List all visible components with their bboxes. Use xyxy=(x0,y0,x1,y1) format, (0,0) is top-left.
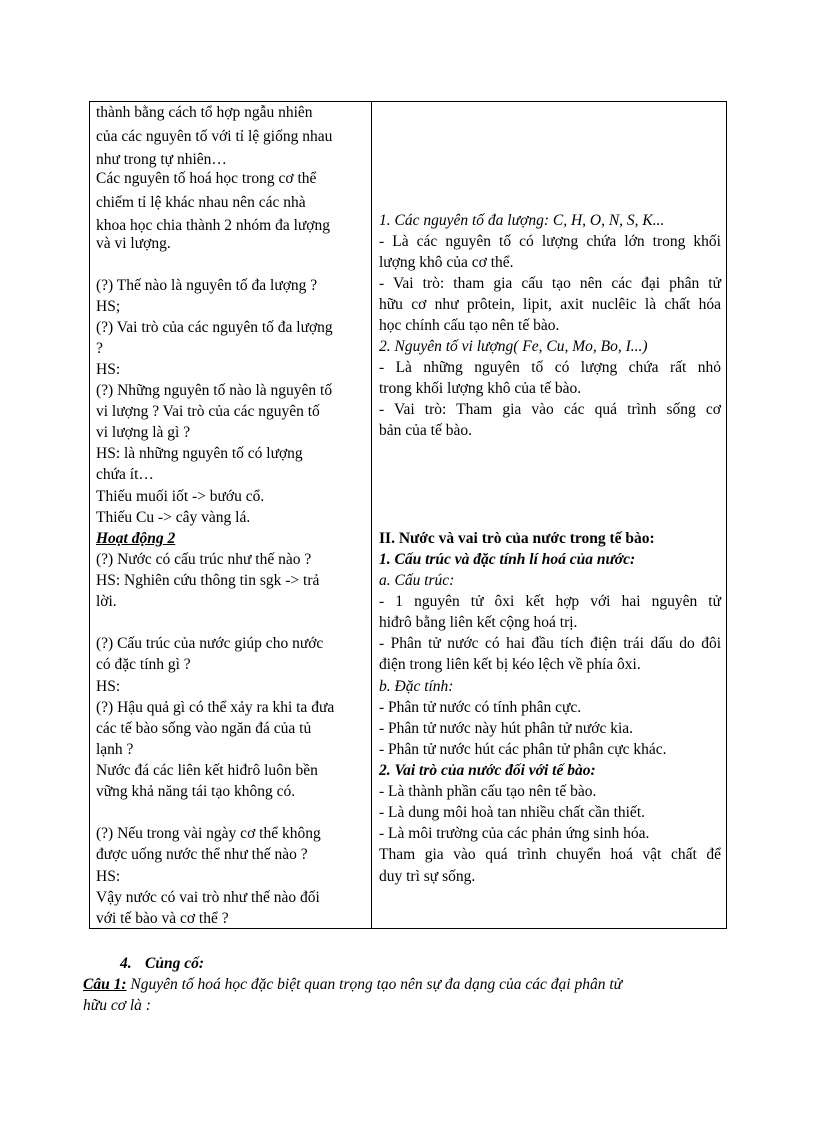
section-ii-heading: II. Nước và vai trò của nước trong tế bào: xyxy=(379,530,655,547)
structure-heading: 1. Cấu trúc và đặc tính lí hoá của nước: xyxy=(379,551,636,568)
role-heading: 2. Vai trò của nước đối với tế bào: xyxy=(379,762,596,779)
left-line: lạnh ? xyxy=(96,741,134,758)
right-line: - Là thành phần cấu tạo nên tế bào. xyxy=(379,783,597,800)
right-line: duy trì sự sống. xyxy=(379,868,476,885)
question-1 xyxy=(83,974,622,995)
right-line: - Phân tử nước hút các phân tử phân cực khác. xyxy=(379,741,667,758)
question-text: Nguyên tố hoá học đặc biệt quan trọng tạo nên sự đa dạng của các đại phân tử xyxy=(126,976,623,993)
right-line: hiđrô bằng liên kết cộng hoá trị. xyxy=(379,614,578,631)
right-line: lượng khô của cơ thể. xyxy=(379,254,514,271)
left-line: của các nguyên tố với tỉ lệ giống nhau xyxy=(96,128,333,145)
left-line: vững khả năng tái tạo không có. xyxy=(96,783,296,800)
left-line: (?) Nước có cấu trúc như thế nào ? xyxy=(96,551,312,568)
right-line: - Vai trò: tham gia cấu tạo nên các đại phân tử xyxy=(379,275,721,292)
question-text-cont: hữu cơ là : xyxy=(83,997,151,1014)
left-line: (?) Nếu trong vài ngày cơ thể không xyxy=(96,825,321,842)
left-line: Các nguyên tố hoá học trong cơ thể xyxy=(96,170,317,187)
right-line: - Vai trò: Tham gia vào các quá trình sống cơ xyxy=(379,401,721,418)
right-line: hữu cơ như prôtein, lipit, axit nuclêic là chất hóa xyxy=(379,296,721,313)
left-line: (?) Cấu trúc của nước giúp cho nước xyxy=(96,635,324,652)
right-line: - Là dung môi hoà tan nhiều chất cần thiết. xyxy=(379,804,645,821)
section-heading: Củng cố: xyxy=(145,955,204,972)
left-line: vi lượng ? Vai trò của các nguyên tố xyxy=(96,403,320,420)
left-line: được uống nước thể như thế nào ? xyxy=(96,846,308,863)
right-line: học chính cấu tạo nên tế bào. xyxy=(379,317,560,334)
left-line: khoa học chia thành 2 nhóm đa lượng xyxy=(96,217,330,234)
left-line: HS: xyxy=(96,361,121,378)
right-line: điện trong liên kết bị kéo lệch về phía ôxi. xyxy=(379,656,641,673)
subheading-structure: a. Cấu trúc: xyxy=(379,572,455,589)
right-line: - Phân tử nước này hút phân tử nước kia. xyxy=(379,720,634,737)
micro-elements-heading: 2. Nguyên tố vi lượng( Fe, Cu, Mo, Bo, I...) xyxy=(379,338,648,355)
left-line: có đặc tính gì ? xyxy=(96,656,191,673)
left-line: (?) Thế nào là nguyên tố đa lượng ? xyxy=(96,277,318,294)
left-line: HS: xyxy=(96,868,121,885)
left-line: vi lượng là gì ? xyxy=(96,424,191,441)
left-line: các tế bào sống vào ngăn đá của tủ xyxy=(96,720,312,737)
left-line: Thiếu muối iốt -> bướu cổ. xyxy=(96,488,265,505)
left-line: Thiếu Cu -> cây vàng lá. xyxy=(96,509,251,526)
left-line: (?) Những nguyên tố nào là nguyên tố xyxy=(96,382,333,399)
left-line: Nước đá các liên kết hiđrô luôn bền xyxy=(96,762,318,779)
right-line: - Là môi trường của các phản ứng sinh hóa. xyxy=(379,825,650,842)
macro-elements-heading: 1. Các nguyên tố đa lượng: C, H, O, N, S, K... xyxy=(379,212,665,229)
left-line: và vi lượng. xyxy=(96,235,171,252)
left-line: HS: Nghiên cứu thông tin sgk -> trả xyxy=(96,572,320,589)
left-line: như trong tự nhiên… xyxy=(96,151,227,168)
right-line: bản của tế bào. xyxy=(379,422,472,439)
left-line: HS: là những nguyên tố có lượng xyxy=(96,445,303,462)
activity-heading: Hoạt động 2 xyxy=(96,530,176,547)
section-number: 4. xyxy=(120,955,132,972)
left-line: chiếm tỉ lệ khác nhau nên các nhà xyxy=(96,194,306,211)
right-line: trong khối lượng khô của tế bào. xyxy=(379,380,582,397)
right-line: - Là các nguyên tố có lượng chứa lớn trong khối xyxy=(379,233,721,250)
left-line: (?) Hậu quả gì có thể xảy ra khi ta đưa xyxy=(96,699,335,716)
left-line: ? xyxy=(96,340,103,357)
left-line: HS: xyxy=(96,678,121,695)
left-line: với tế bào và cơ thể ? xyxy=(96,910,229,927)
right-line: - 1 nguyên tử ôxi kết hợp với hai nguyên tử xyxy=(379,593,721,610)
left-line: lời. xyxy=(96,593,117,610)
left-line: (?) Vai trò của các nguyên tố đa lượng xyxy=(96,319,333,336)
right-line: - Phân tử nước có hai đầu tích điện trái dấu do đôi xyxy=(379,635,721,652)
right-line: - Phân tử nước có tính phân cực. xyxy=(379,699,582,716)
subheading-properties: b. Đặc tính: xyxy=(379,678,454,695)
right-line: - Là những nguyên tố có lượng chứa rất nhỏ xyxy=(379,359,721,376)
content-table xyxy=(89,101,727,929)
left-line: HS; xyxy=(96,298,121,315)
left-line: thành bằng cách tổ hợp ngẫu nhiên xyxy=(96,104,313,121)
column-divider xyxy=(371,102,372,928)
question-label: Câu 1: xyxy=(83,976,127,993)
right-line: Tham gia vào quá trình chuyển hoá vật chất để xyxy=(379,846,721,863)
left-line: chứa ít… xyxy=(96,466,154,483)
left-line: Vậy nước có vai trò như thế nào đối xyxy=(96,889,320,906)
